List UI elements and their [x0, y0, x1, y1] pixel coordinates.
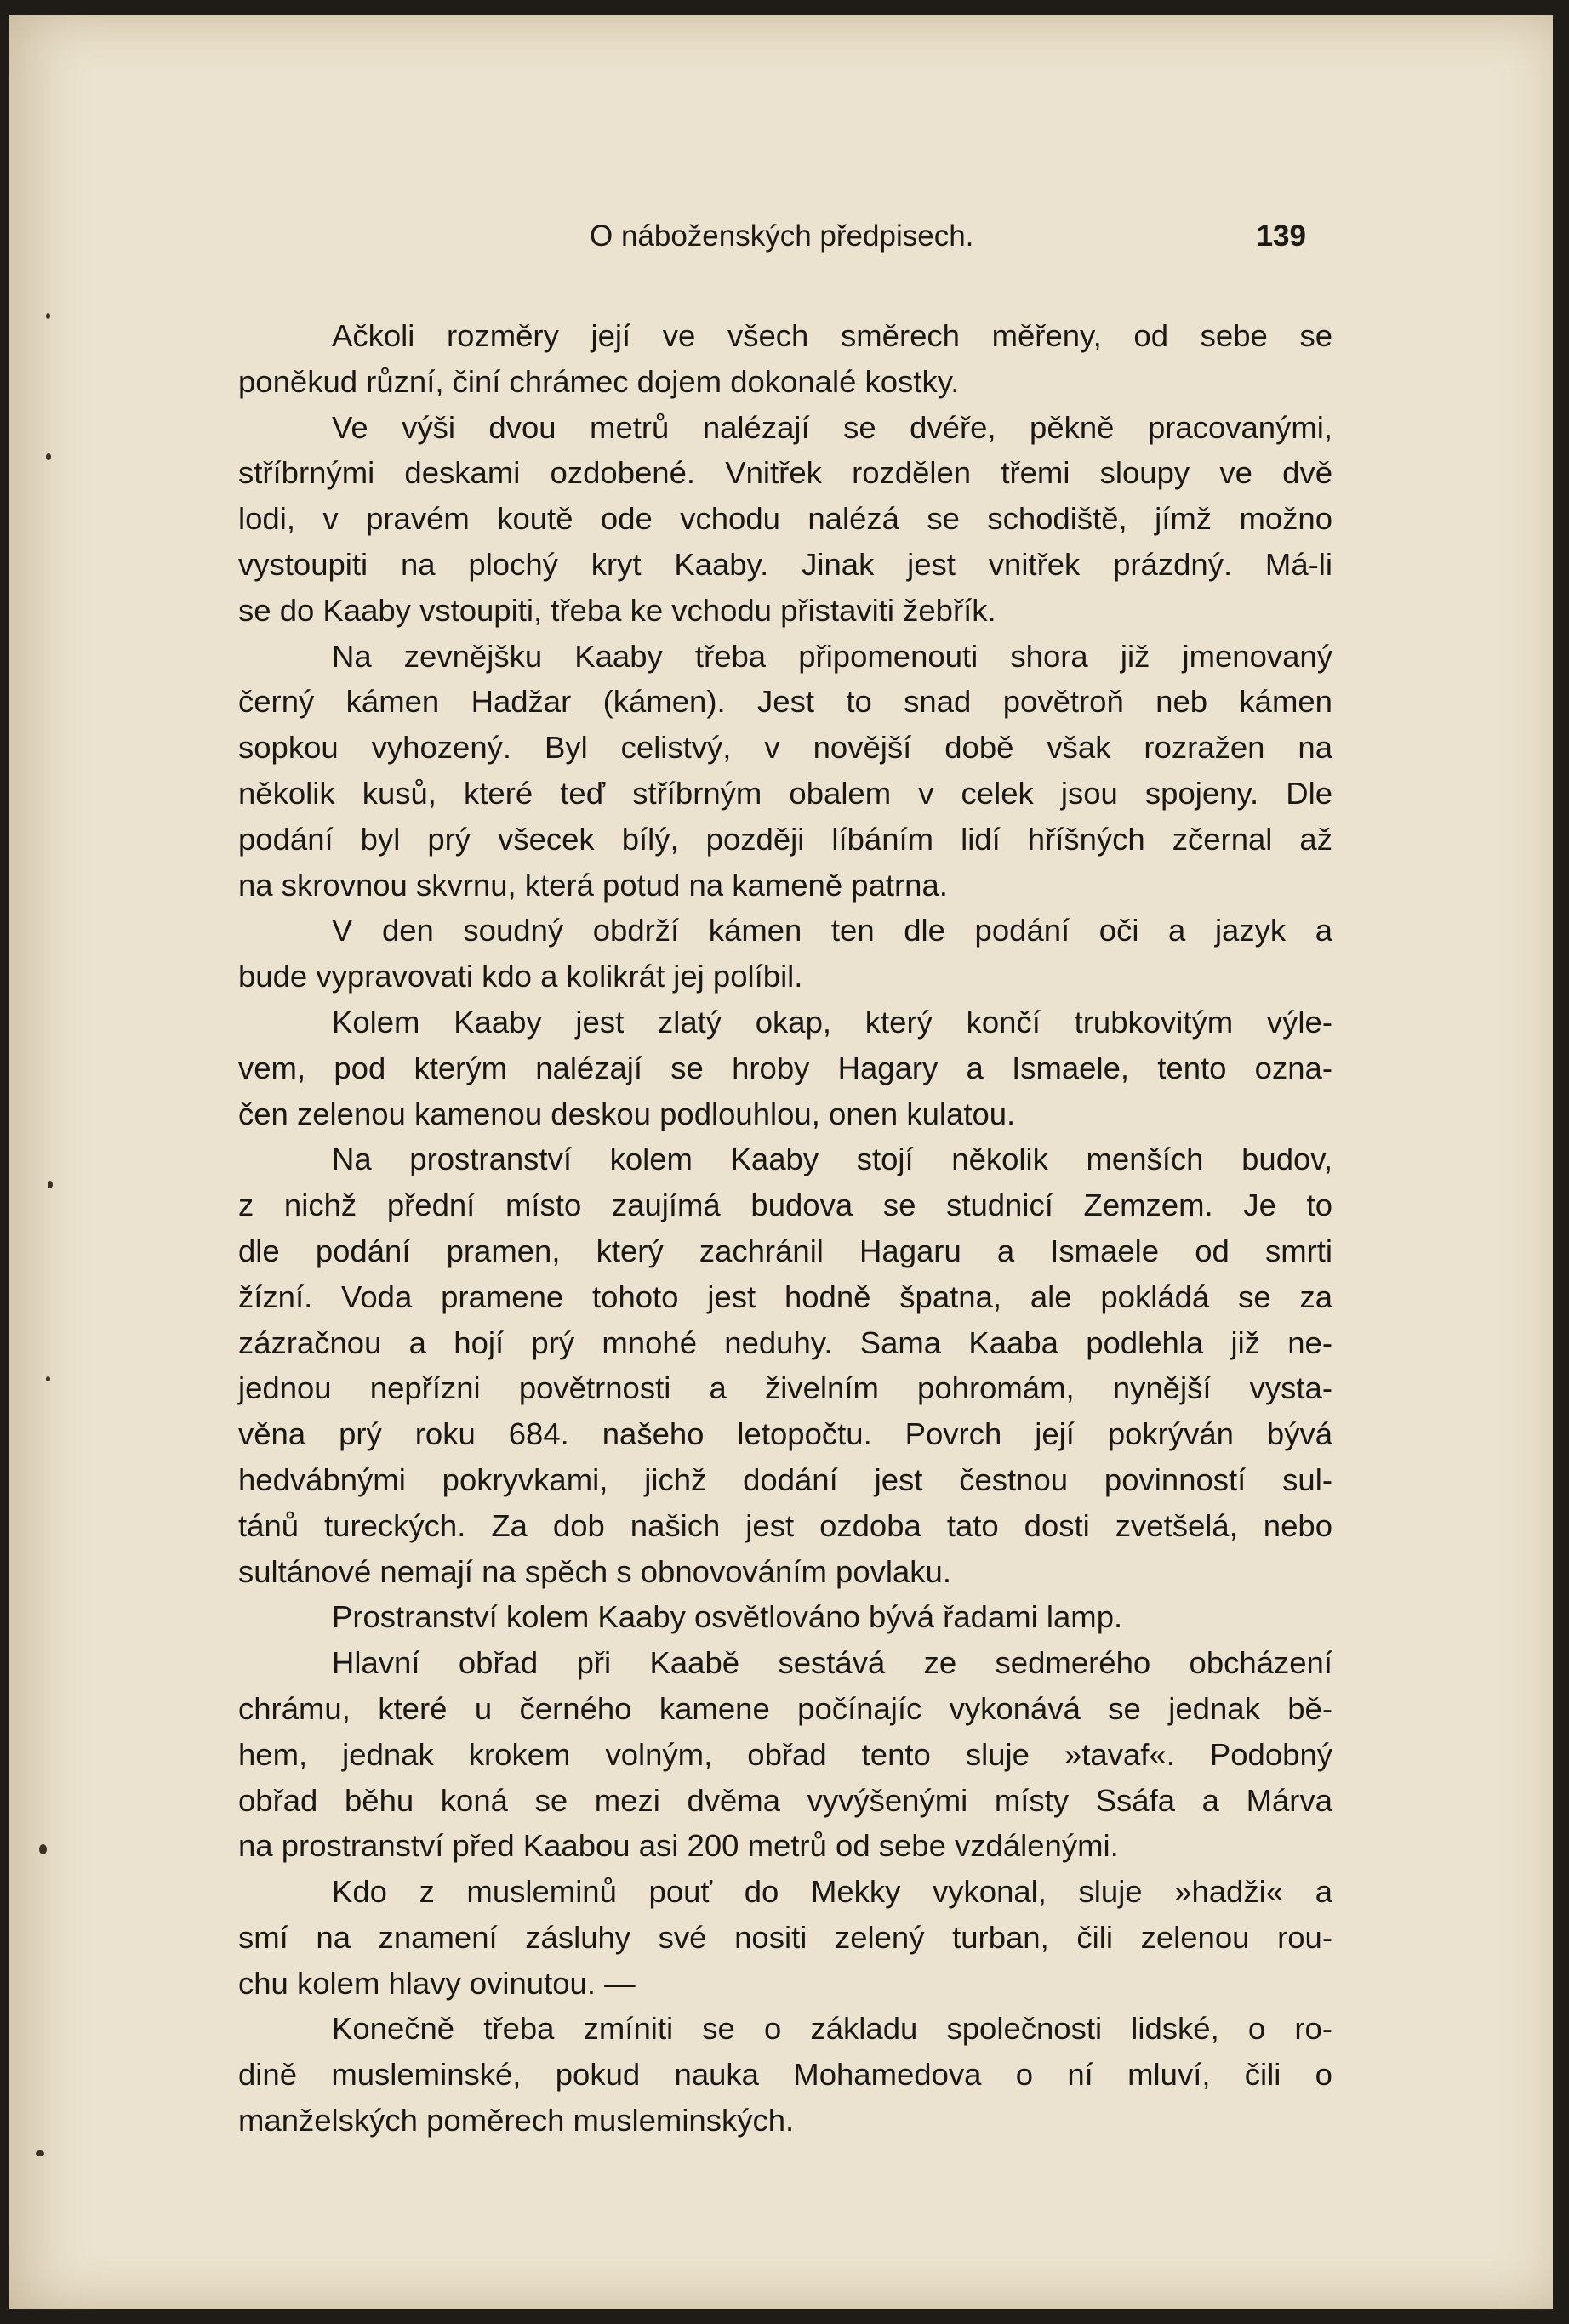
text-line: smí na znamení zásluhy své nositi zelený turban, čili zelenou rou-: [238, 1919, 1332, 1955]
text-line: V den soudný obdrží kámen ten dle podání oči a jazyk a: [332, 913, 1332, 948]
text-line: černý kámen Hadžar (kámen). Jest to snad povětroň neb kámen: [238, 684, 1332, 720]
text-line: na prostranství před Kaabou asi 200 metrů od sebe vzdálenými.: [238, 1828, 1119, 1864]
running-title: O náboženských předpisech.: [590, 219, 974, 253]
text-line: žízní. Voda pramene tohoto jest hodně špatna, ale pokládá se za: [238, 1279, 1332, 1314]
paragraph: [238, 634, 1332, 909]
text-line: dle podání pramen, který zachránil Hagaru a Ismaele od smrti: [238, 1233, 1332, 1268]
book-page: [9, 15, 1553, 2309]
running-head: [237, 219, 1306, 262]
paragraph: [238, 313, 1332, 405]
text-line: sopkou vyhozený. Byl celistvý, v novější době však rozražen na: [238, 730, 1332, 766]
paragraph: [238, 1000, 1332, 1136]
text-line: jednou nepřízni povětrnosti a živelním pohromám, nynější vysta-: [238, 1370, 1332, 1406]
text-line: hedvábnými pokryvkami, jichž dodání jest čestnou povinností sul-: [238, 1461, 1332, 1497]
text-line: poněkud různí, činí chrámec dojem dokonalé kostky.: [238, 363, 960, 399]
text-line: Na zevnějšku Kaaby třeba připomenouti shora již jmenovaný: [332, 638, 1332, 674]
text-line: zázračnou a hojí prý mnohé neduhy. Sama Kaaba podlehla již ne-: [238, 1324, 1332, 1360]
paragraph: [238, 1640, 1332, 1869]
text-line: Na prostranství kolem Kaaby stojí několik menších budov,: [332, 1142, 1332, 1177]
text-line: lodi, v pravém koutě ode vchodu nalézá se schodiště, jímž možno: [238, 501, 1332, 537]
paragraph: [238, 1869, 1332, 2006]
page-number: 139: [1256, 219, 1306, 253]
text-line: Hlavní obřad při Kaabě sestává ze sedmerého obcházení: [332, 1645, 1332, 1681]
text-line: na skrovnou skvrnu, která potud na kameně patrna.: [238, 867, 948, 903]
paragraph: [238, 908, 1332, 1000]
text-line: Konečně třeba zmíniti se o základu společnosti lidské, o ro-: [332, 2011, 1332, 2047]
text-line: tánů tureckých. Za dob našich jest ozdoba tato dosti zvetšelá, nebo: [238, 1507, 1332, 1543]
gutter-speck: [46, 1376, 50, 1381]
text-line: Kdo z musleminů pouť do Mekky vykonal, sluje »hadži« a: [332, 1874, 1332, 1910]
text-line: podání byl prý všecek bílý, později líbáním lidí hříšných zčernal až: [238, 821, 1332, 857]
text-line: Prostranství kolem Kaaby osvětlováno bývá řadami lamp.: [332, 1599, 1123, 1635]
text-line: hem, jednak krokem volným, obřad tento sluje »tavaf«. Podobný: [238, 1736, 1332, 1772]
paragraph: [238, 1594, 1332, 1640]
paragraph: [238, 405, 1332, 634]
text-line: několik kusů, které teď stříbrným obalem v celek jsou spojeny. Dle: [238, 775, 1332, 811]
gutter-speck: [36, 2150, 44, 2156]
gutter-speck: [46, 453, 51, 460]
text-line: obřad běhu koná se mezi dvěma vyvýšenými místy Ssáfa a Márva: [238, 1782, 1332, 1818]
text-line: chu kolem hlavy ovinutou. —: [238, 1965, 636, 2001]
text-line: vem, pod kterým nalézají se hroby Hagary a Ismaele, tento ozna-: [238, 1050, 1332, 1085]
paragraph: [238, 1136, 1332, 1594]
text-line: chrámu, které u černého kamene počínajíc vykonává se jednak bě-: [238, 1690, 1332, 1726]
gutter-speck: [39, 1844, 47, 1854]
text-line: Ačkoli rozměry její ve všech směrech měřeny, od sebe se: [332, 318, 1332, 353]
text-line: dině musleminské, pokud nauka Mohamedova o ní mluví, čili o: [238, 2057, 1332, 2093]
text-line: čen zelenou kamenou deskou podlouhlou, onen kulatou.: [238, 1096, 1016, 1131]
gutter-speck: [48, 1181, 53, 1188]
text-line: Ve výši dvou metrů nalézají se dvéře, pěkně pracovanými,: [332, 409, 1332, 445]
text-line: sultánové nemají na spěch s obnovováním povlaku.: [238, 1553, 951, 1589]
text-line: věna prý roku 684. našeho letopočtu. Povrch její pokrýván bývá: [238, 1416, 1332, 1452]
text-line: bude vypravovati kdo a kolikrát jej políbil.: [238, 959, 803, 994]
text-line: Kolem Kaaby jest zlatý okap, který končí trubkovitým výle-: [332, 1004, 1332, 1040]
text-line: stříbrnými deskami ozdobené. Vnitřek rozdělen třemi sloupy ve dvě: [238, 455, 1332, 491]
text-line: vystoupiti na plochý kryt Kaaby. Jinak jest vnitřek prázdný. Má-li: [238, 546, 1332, 582]
text-line: manželských poměrech musleminských.: [238, 2103, 795, 2139]
gutter-speck: [46, 313, 50, 319]
paragraph: [238, 2006, 1332, 2143]
text-line: z nichž přední místo zaujímá budova se studnicí Zemzem. Je to: [238, 1188, 1332, 1223]
body-text: [238, 313, 1332, 2144]
text-line: se do Kaaby vstoupiti, třeba ke vchodu přistaviti žebřík.: [238, 592, 996, 628]
